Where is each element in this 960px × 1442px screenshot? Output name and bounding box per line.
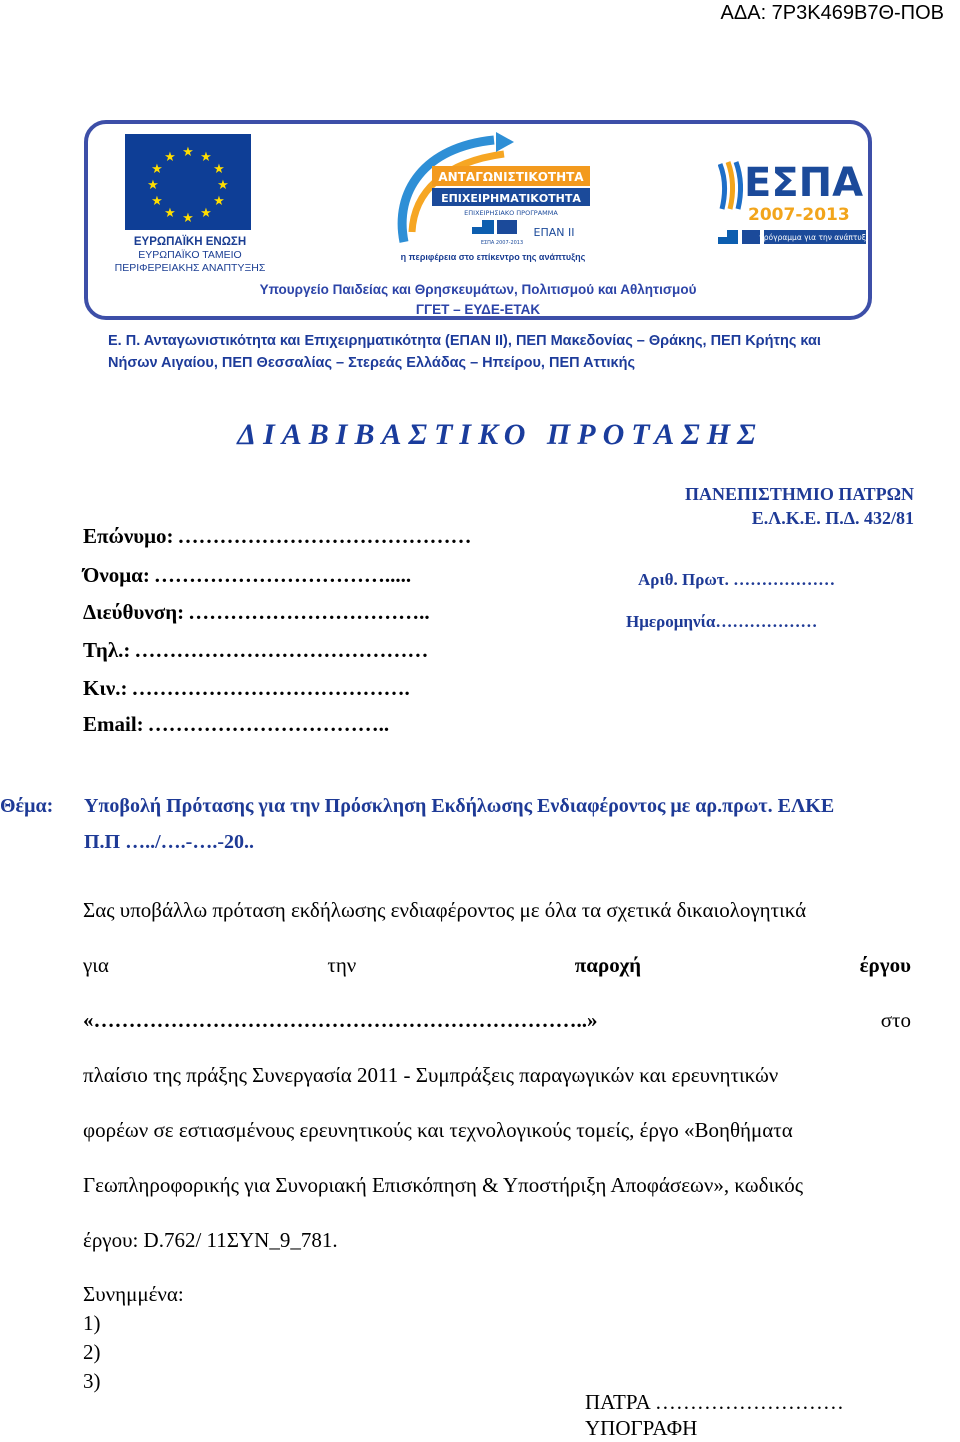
eu-line2: ΕΥΡΩΠΑΪΚΟ ΤΑΜΕΙΟ [138, 249, 242, 261]
svg-text:★: ★ [217, 178, 229, 193]
program-line1: Ε. Π. Ανταγωνιστικότητα και Επιχειρηματικότητα (ΕΠΑΝ ΙΙ), ΠΕΠ Μακεδονίας – Θράκης, ΠΕΠ Κρήτης και [108, 333, 821, 349]
name-label: Όνομα: [83, 563, 150, 587]
body-line1: Σας υποβάλλω πρόταση εκδήλωσης ενδιαφέροντος με όλα τα σχετικά δικαιολογητικά [83, 898, 807, 922]
espa-title: ΕΣΠΑ [744, 160, 864, 206]
signature-place: ΠΑΤΡΑ ……………………… [585, 1390, 844, 1414]
body-line2 [83, 938, 911, 993]
body-word-the: την [327, 953, 357, 977]
espa-years: 2007-2013 [748, 205, 850, 225]
ministry-line: Υπουργείο Παιδείας και Θρησκευμάτων, Πολιτισμού και Αθλητισμού [259, 282, 697, 297]
mobile-dots: …………………………………. [131, 676, 410, 700]
svg-text:★: ★ [182, 145, 194, 160]
ada-code: ΑΔΑ: 7Ρ3Κ469Β7Θ-ΠΟΒ [720, 2, 944, 24]
email-field [83, 712, 389, 737]
body-word-provision: παροχή [574, 953, 642, 977]
body-word-for: για [83, 953, 109, 977]
subject-line2: Π.Π …../….-….-20.. [84, 831, 254, 853]
subject-line1: Υποβολή Πρότασης για την Πρόσκληση Εκδήλωσης Ενδιαφέροντος με αρ.πρωτ. ΕΛΚΕ [84, 795, 835, 817]
body-line4: πλαίσιο της πράξης Συνεργασία 2011 - Συμπράξεις παραγωγικών και ερευνητικών [83, 1063, 779, 1087]
subject-label: Θέμα: [0, 795, 54, 817]
gget-line: ΓΓΕΤ – ΕΥΔΕ-ΕΤΑΚ [415, 302, 541, 317]
address-label: Διεύθυνση: [83, 600, 185, 624]
body-line5: φορέων σε εστιασμένους ερευνητικούς και τεχνολογικούς τομείς, έργο «Βοηθήματα [83, 1118, 793, 1142]
program-line2: Νήσων Αιγαίου, ΠΕΠ Θεσσαλίας – Στερεάς Ελλάδας – Ηπείρου, ΠΕΠ Αττικής [108, 355, 636, 370]
mobile-field [83, 676, 410, 701]
body-project-blank: «……………………………………………………………..» [83, 1008, 598, 1032]
name-dots: ……………………………..... [153, 563, 412, 587]
comp-line1: ΑΝΤΑΓΩΝΙΣΤΙΚΟΤΗΤΑ [438, 170, 584, 184]
body-word-work: έργου [859, 953, 911, 977]
body-line3 [83, 993, 911, 1048]
phone-dots: …………………………………… [134, 638, 429, 662]
address-dots: …………………………….. [188, 600, 430, 624]
signature-label: ΥΠΟΓΡΑΦΗ [585, 1416, 698, 1440]
epan-label: ΕΠΑΝ ΙΙ [533, 226, 575, 239]
program-description [108, 330, 898, 370]
competitiveness-logo [384, 132, 604, 252]
address-field [83, 600, 430, 625]
surname-field [83, 524, 472, 549]
email-dots: …………………………….. [147, 712, 390, 736]
body-line6: Γεωπληροφορικής για Συνοριακή Επισκόπηση & Υποστήριξη Αποφάσεων», κωδικός [83, 1173, 804, 1197]
svg-text:★: ★ [200, 150, 212, 165]
svg-text:★: ★ [200, 206, 212, 221]
body-paragraph [83, 883, 911, 1268]
protocol-number: Αριθ. Πρωτ. ……………… [638, 570, 836, 589]
svg-text:★: ★ [213, 162, 225, 177]
phone-field [83, 638, 428, 663]
eu-flag-logo [125, 134, 251, 230]
svg-text:★: ★ [213, 194, 225, 209]
university-name: ΠΑΝΕΠΙΣΤΗΜΙΟ ΠΑΤΡΩΝ [685, 484, 914, 504]
attachments-label: Συνημμένα: [83, 1282, 184, 1306]
svg-text:★: ★ [151, 194, 163, 209]
comp-line2: ΕΠΙΧΕΙΡΗΜΑΤΙΚΟΤΗΤΑ [441, 192, 581, 205]
recipient-block [672, 482, 914, 530]
attachments-block [83, 1280, 184, 1396]
body-word-in: στο [880, 1008, 911, 1032]
svg-text:★: ★ [151, 162, 163, 177]
svg-text:★: ★ [164, 150, 176, 165]
comp-slogan: η περιφέρεια στο επίκεντρο της ανάπτυξης [400, 252, 586, 262]
attachment-item: 2) [83, 1340, 101, 1364]
comp-line3: ΕΠΙΧΕΙΡΗΣΙΑΚΟ ΠΡΟΓΡΑΜΜΑ [464, 209, 558, 217]
body-line7: έργου: D.762/ 11ΣΥΝ_9_781. [83, 1228, 338, 1252]
svg-text:★: ★ [147, 178, 159, 193]
phone-label: Τηλ.: [83, 638, 131, 662]
name-field [83, 563, 411, 588]
eu-line3: ΠΕΡΙΦΕΡΕΙΑΚΗΣ ΑΝΑΠΤΥΞΗΣ [114, 262, 266, 274]
header-banner [84, 120, 872, 320]
mobile-label: Κιν.: [83, 676, 128, 700]
elke-ref: Ε.Λ.Κ.Ε. Π.Δ. 432/81 [751, 508, 914, 528]
espa-small-label: ΕΣΠΑ 2007-2013 [480, 240, 524, 246]
eu-text [108, 236, 272, 275]
email-label: Email: [83, 712, 144, 736]
surname-dots: …………………………………… [177, 524, 472, 548]
eu-line1: ΕΥΡΩΠΑΪΚΗ ΕΝΩΣΗ [133, 236, 247, 248]
document-title: ΔΙΑΒΙΒΑΣΤΙΚΟ ΠΡΟΤΑΣΗΣ [237, 418, 763, 451]
svg-text:★: ★ [182, 211, 194, 226]
espa-slogan: πρόγραμμα για την ανάπτυξη [759, 233, 868, 242]
surname-label: Επώνυμο: [83, 524, 174, 548]
svg-text:★: ★ [164, 206, 176, 221]
attachment-item: 1) [83, 1311, 101, 1335]
espa-logo [718, 154, 868, 254]
attachment-item: 3) [83, 1369, 101, 1393]
date-field: Ημερομηνία……………… [626, 612, 818, 631]
